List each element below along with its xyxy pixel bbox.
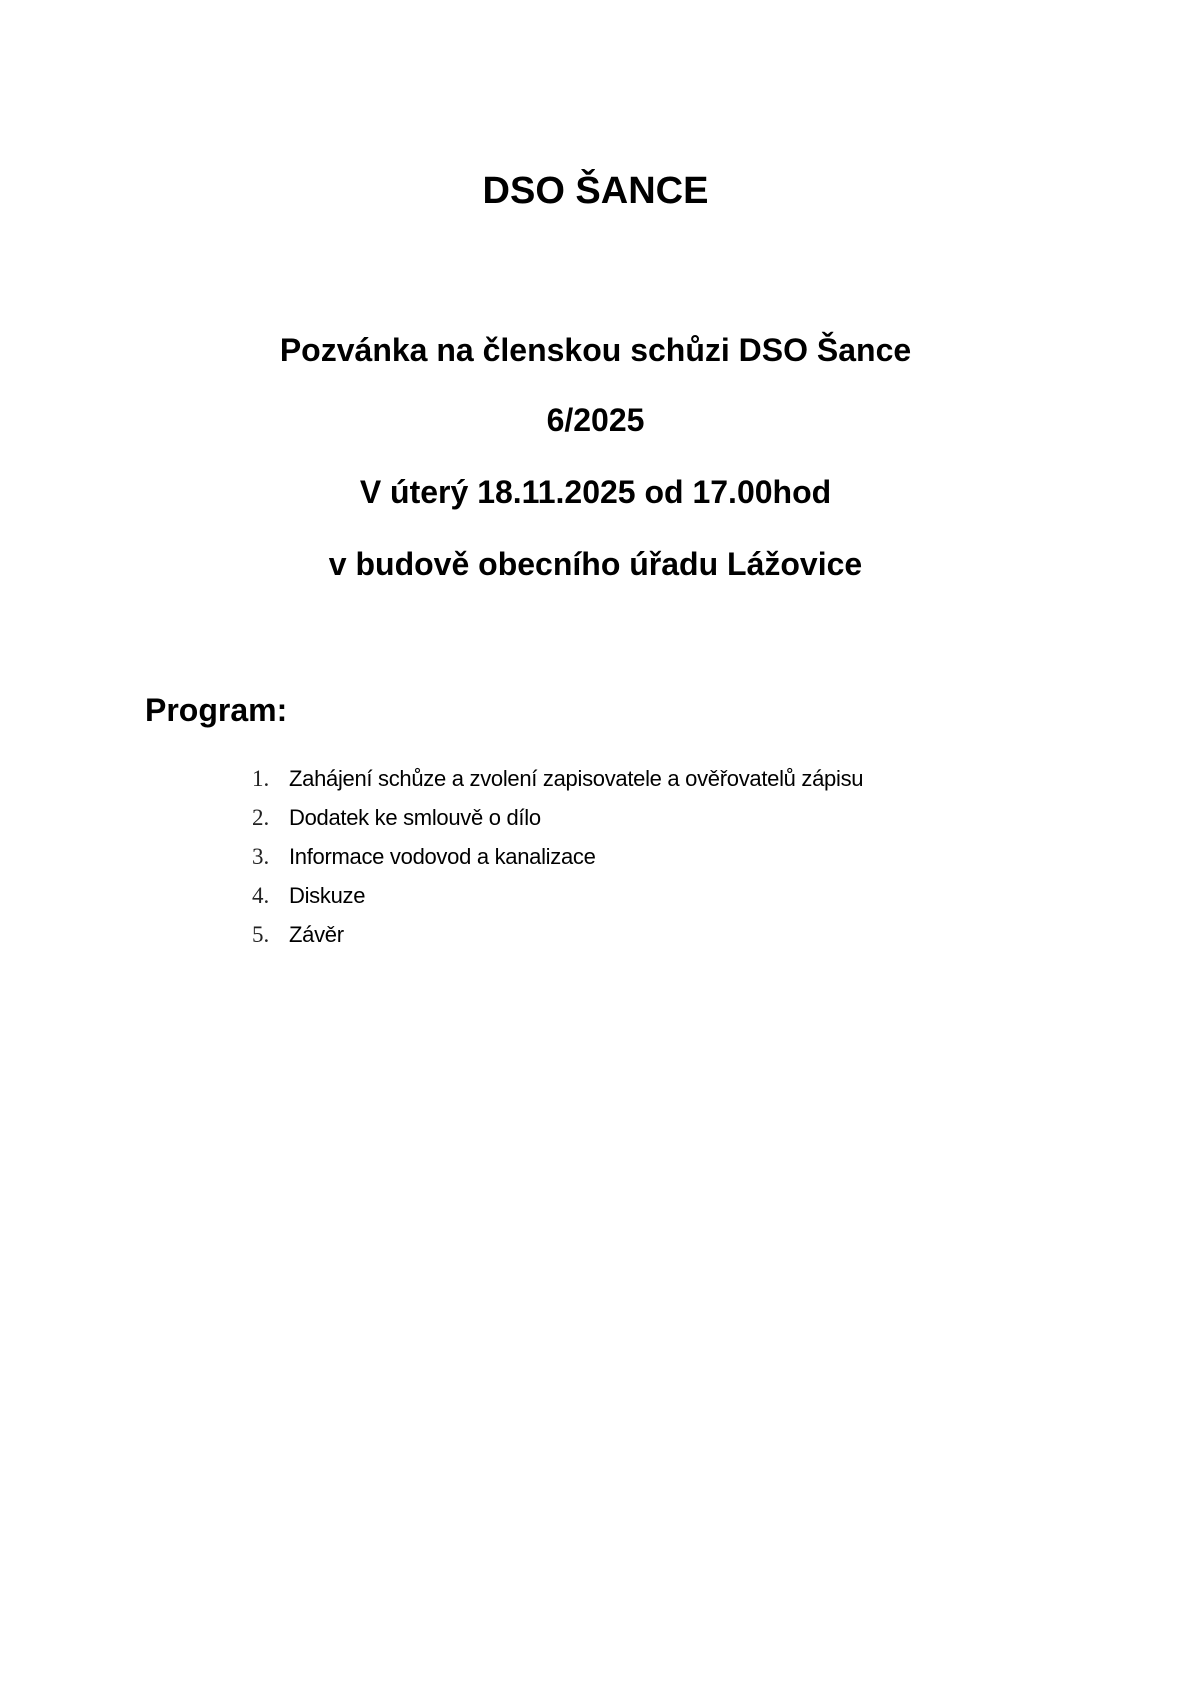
agenda-item — [0, 799, 1191, 837]
agenda-item-number: 3. — [252, 844, 270, 869]
meeting-number: 6/2025 — [546, 402, 645, 438]
agenda-item — [0, 877, 1191, 915]
agenda-item-text: Informace vodovod a kanalizace — [289, 844, 596, 869]
invitation-heading: Pozvánka na členskou schůzi DSO Šance — [279, 332, 912, 368]
agenda-item — [0, 838, 1191, 876]
document-title: DSO ŠANCE — [482, 170, 709, 212]
meeting-location: v budově obecního úřadu Lážovice — [328, 546, 863, 582]
agenda-item-number: 2. — [252, 805, 270, 830]
agenda-item-text: Dodatek ke smlouvě o dílo — [289, 805, 541, 830]
meeting-datetime: V úterý 18.11.2025 od 17.00hod — [359, 474, 832, 510]
agenda-item — [0, 916, 1191, 954]
program-heading: Program: — [145, 692, 288, 728]
agenda-item — [0, 760, 1191, 798]
agenda-item-number: 4. — [252, 883, 270, 908]
agenda-item-text: Diskuze — [289, 883, 366, 908]
agenda-item-number: 5. — [252, 922, 270, 947]
agenda-item-text: Závěr — [289, 922, 344, 947]
agenda-item-number: 1. — [252, 766, 270, 791]
agenda-item-text: Zahájení schůze a zvolení zapisovatele a ověřovatelů zápisu — [289, 766, 864, 791]
